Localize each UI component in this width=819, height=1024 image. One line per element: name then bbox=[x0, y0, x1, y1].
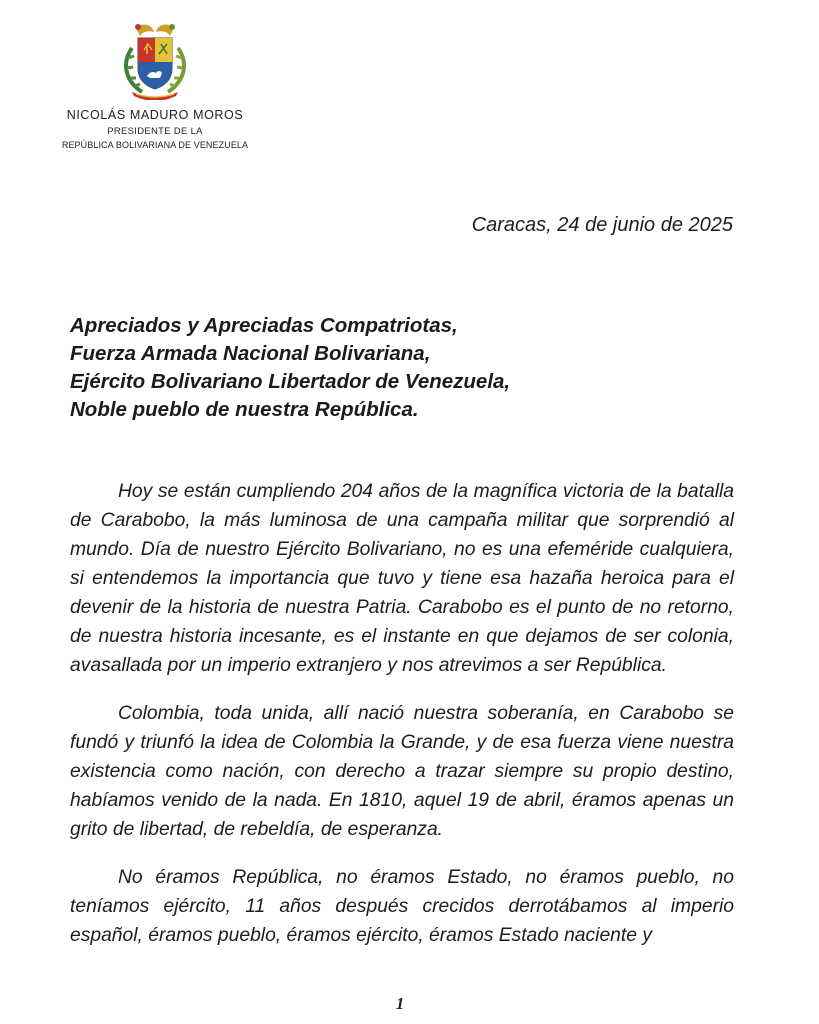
salutation-line: Fuerza Armada Nacional Bolivariana, bbox=[70, 342, 431, 365]
issuer-republic: REPÚBLICA BOLIVARIANA DE VENEZUELA bbox=[61, 140, 249, 150]
issuer-title: PRESIDENTE DE LA bbox=[107, 126, 203, 137]
letter-body bbox=[70, 477, 734, 969]
letter-date: Caracas, 24 de junio de 2025 bbox=[471, 214, 733, 236]
page-number: 1 bbox=[395, 994, 405, 1013]
body-paragraph: Colombia, toda unida, allí nació nuestra soberanía, en Carabobo se fundó y triunfó la idea de Colombia la Grande, y de esa fuerza viene nuestra existencia como nación, con derecho a trazar siempre su propio destino, habíamos venido de la nada. En 1810, aquel 19 de abril, éramos apenas un grito de libertad, de rebeldía, de esperanza. bbox=[70, 703, 734, 840]
body-paragraph: Hoy se están cumpliendo 204 años de la magnífica victoria de la batalla de Carabobo, la más luminosa de una campaña militar que sorprendió al mundo. Día de nuestro Ejército Bolivariano, no es una efeméride cualquiera, si entendemos la importancia que tuvo y tiene esa hazaña heroica para el devenir de la historia de nuestra Patria. Carabobo es el punto de no retorno, de nuestra historia incesante, es el instante en que dejamos de ser colonia, avasallada por un imperio extranjero y nos atrevimos a ser República. bbox=[70, 481, 734, 676]
salutation-line: Apreciados y Apreciadas Compatriotas, bbox=[70, 314, 458, 337]
salutation-line: Ejército Bolivariano Libertador de Venezuela, bbox=[70, 370, 511, 393]
body-paragraph: No éramos República, no éramos Estado, no éramos pueblo, no teníamos ejército, 11 años después crecidos derrotábamos al imperio español, éramos pueblo, éramos ejército, éramos Estado naciente y bbox=[70, 867, 734, 946]
letterhead bbox=[0, 0, 310, 160]
coat-of-arms-icon bbox=[118, 18, 192, 100]
salutation bbox=[70, 312, 510, 424]
issuer-name: NICOLÁS MADURO MOROS bbox=[66, 108, 244, 122]
salutation-line: Noble pueblo de nuestra República. bbox=[70, 398, 419, 421]
